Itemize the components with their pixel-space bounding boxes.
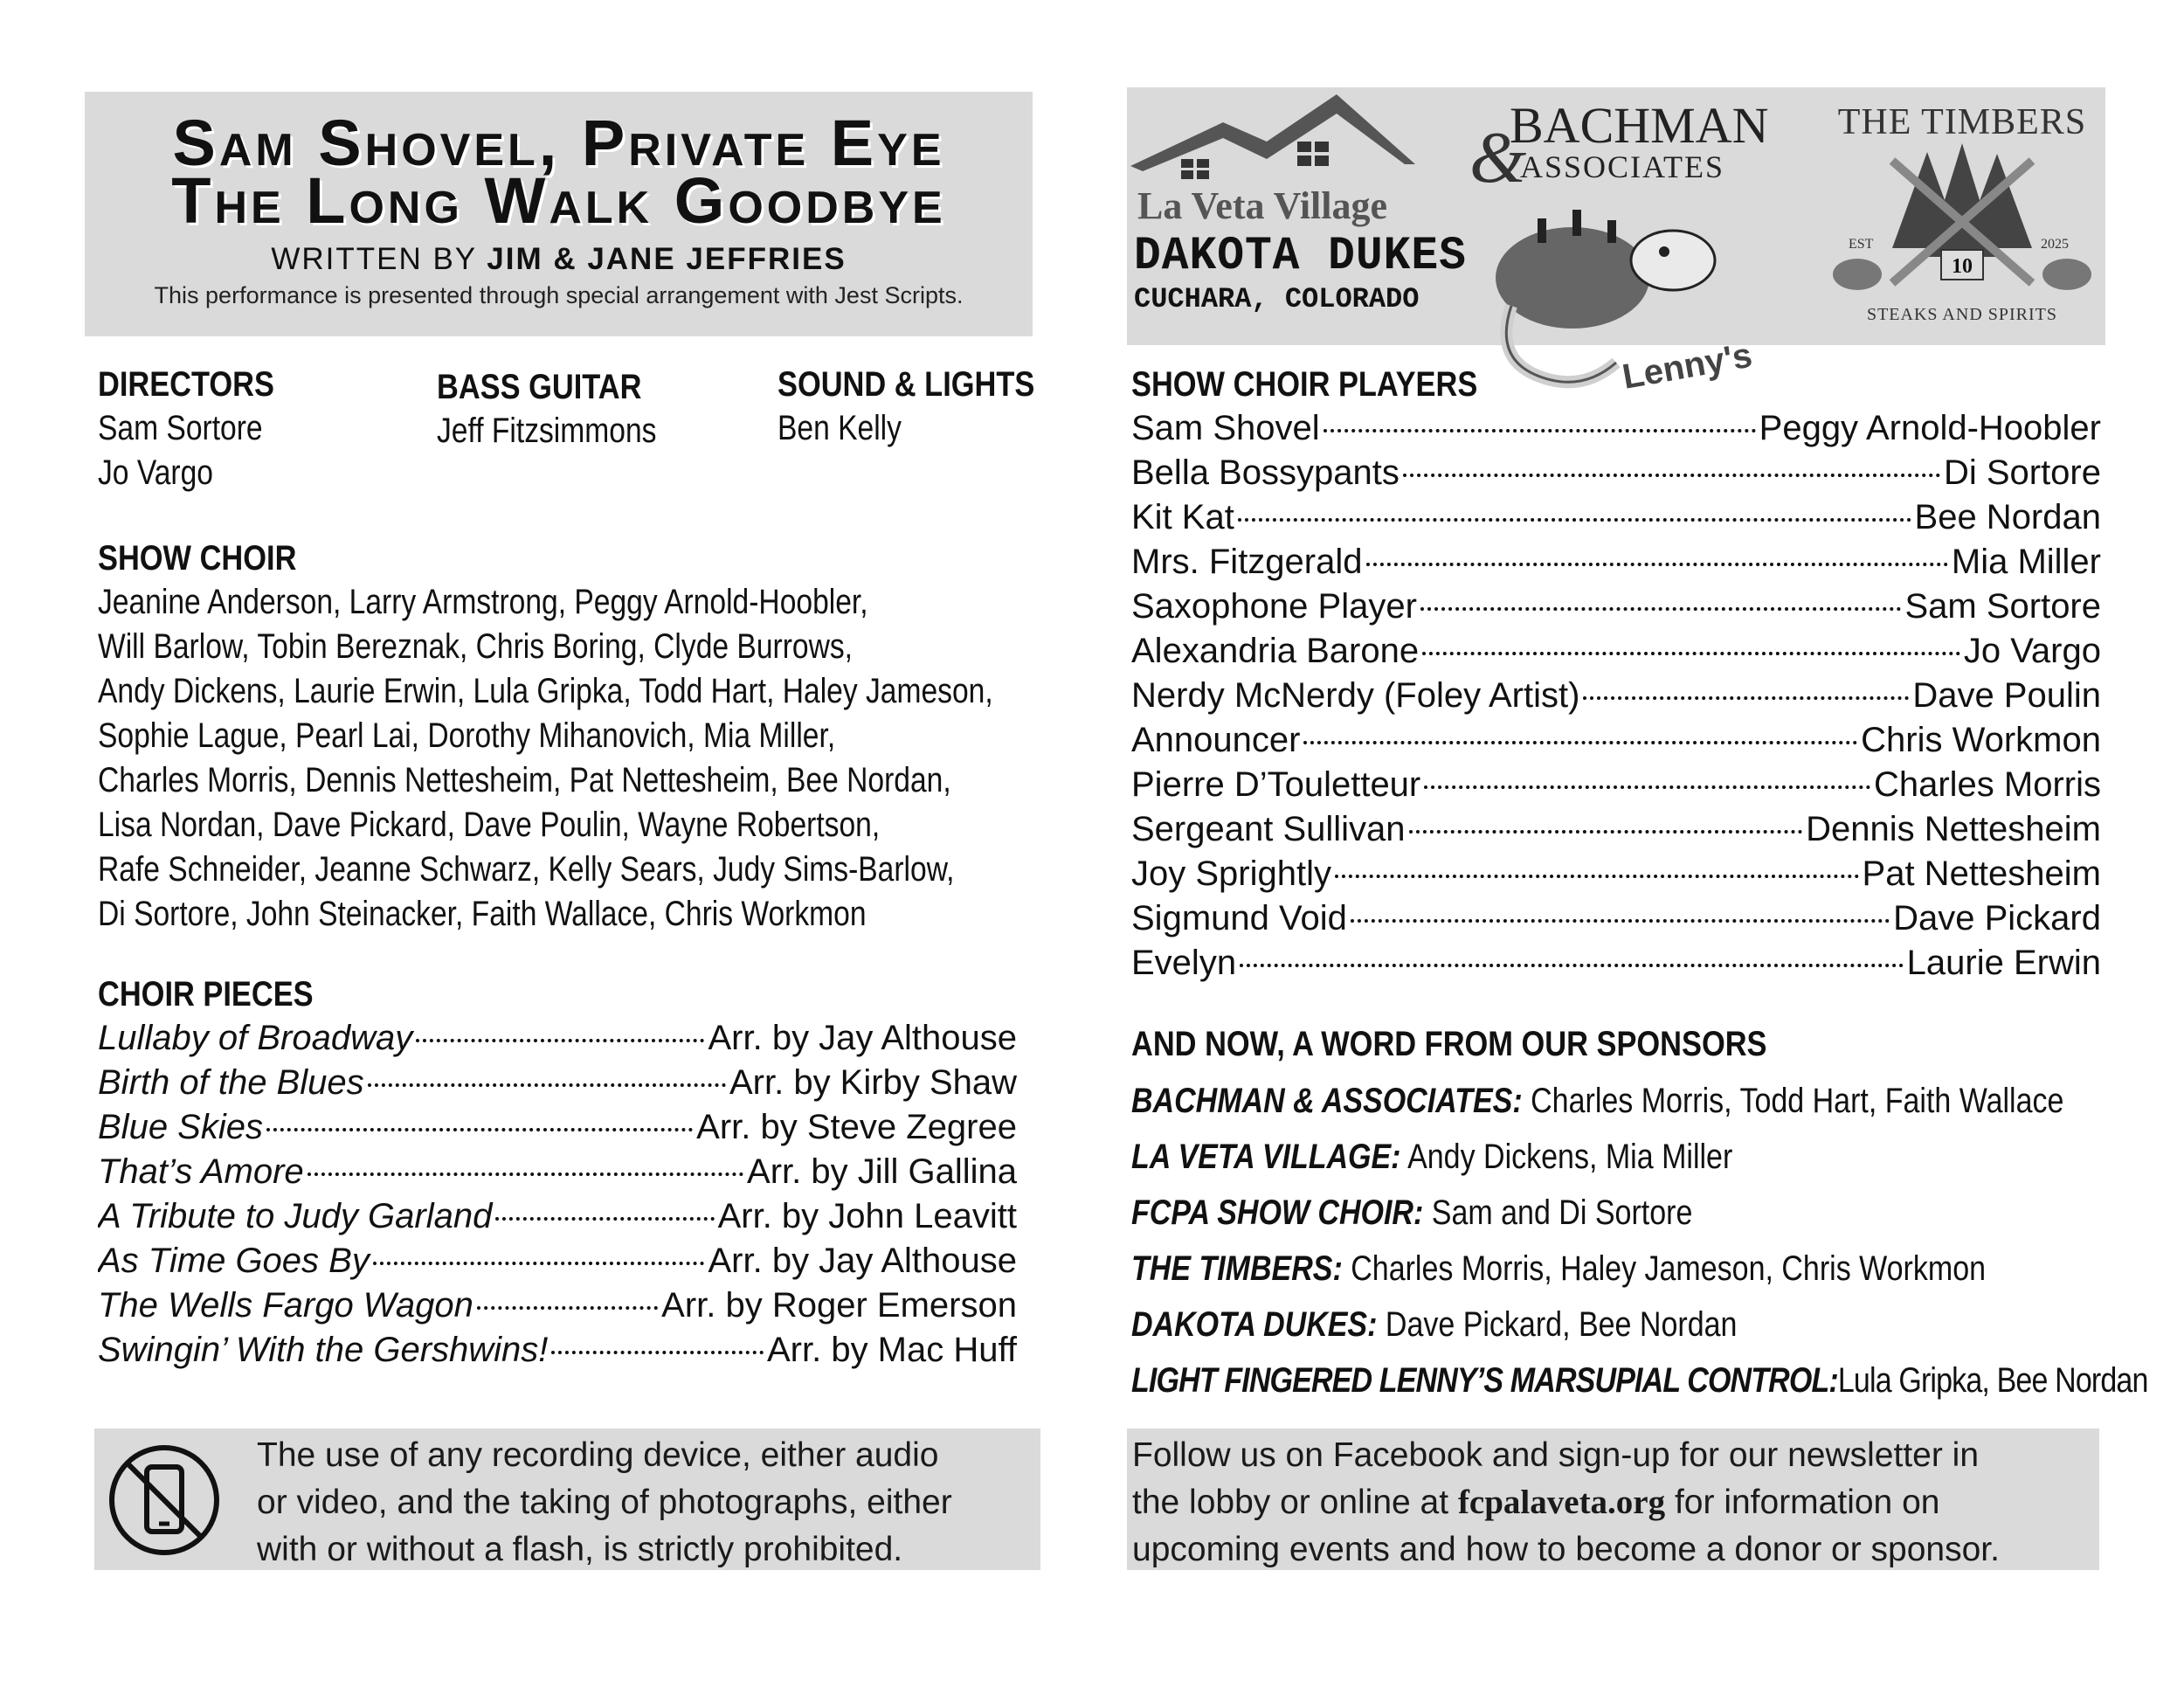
player-role: Announcer [1131, 721, 1301, 759]
follow-line-2-start: the lobby or online at [1132, 1484, 1449, 1521]
piece-row [98, 1105, 1017, 1150]
follow-notice [1127, 1429, 2099, 1570]
sponsor-line [1131, 1129, 2148, 1185]
piece-title: Blue Skies [98, 1108, 263, 1146]
bachman-text: BACHMAN [1510, 97, 1769, 154]
piece-row [98, 1239, 1017, 1283]
sponsor-cast: Charles Morris, Haley Jameson, Chris Workmon [1351, 1249, 1987, 1288]
piece-row [98, 1061, 1017, 1105]
player-actor: Jo Vargo [1963, 632, 2101, 670]
lennys-text: Lenny's [1619, 336, 1755, 397]
player-row [1131, 852, 2101, 896]
sponsor-line [1131, 1185, 2148, 1241]
player-row [1131, 406, 2101, 451]
player-row [1131, 451, 2101, 495]
notice-line: with or without a flash, is strictly prohibited. [257, 1531, 903, 1568]
dot-leader [1424, 785, 1870, 789]
piece-title: Birth of the Blues [98, 1063, 364, 1102]
dot-leader [551, 1351, 764, 1354]
ampersand-icon: & [1469, 117, 1527, 198]
piece-row [98, 1283, 1017, 1328]
dot-leader [1403, 474, 1940, 477]
piece-arranger: Arr. by Kirby Shaw [729, 1063, 1017, 1102]
piece-arranger: Arr. by Roger Emerson [661, 1286, 1017, 1325]
player-row [1131, 585, 2101, 629]
sponsor-line [1131, 1352, 2148, 1408]
arrangement-note: This performance is presented through special arrangement with Jest Scripts. [154, 282, 964, 308]
show-title-line-2: The Long Walk Goodbye [171, 164, 946, 237]
player-row [1131, 941, 2101, 986]
written-by [85, 242, 1033, 277]
piece-title: That’s Amore [98, 1152, 304, 1191]
dot-leader [416, 1039, 704, 1042]
dot-leader [495, 1217, 714, 1221]
player-actor: Peggy Arnold-Hoobler [1759, 409, 2101, 447]
player-row [1131, 896, 2101, 941]
bass-name: Jeff Fitzsimmons [437, 412, 657, 450]
piece-arranger: Arr. by Steve Zegree [696, 1108, 1017, 1146]
choir-names-line: Di Sortore, John Steinacker, Faith Wallace, Chris Workmon [98, 895, 867, 933]
written-by-prefix: WRITTEN BY [271, 242, 477, 276]
recording-notice-text [257, 1432, 952, 1574]
player-actor: Di Sortore [1943, 453, 2101, 492]
piece-arranger: Arr. by Mac Huff [766, 1331, 1017, 1369]
player-row [1131, 674, 2101, 718]
timbers-number: 10 [1952, 255, 1973, 278]
director-name: Sam Sortore [98, 409, 263, 447]
player-actor: Dave Poulin [1912, 676, 2101, 715]
dot-leader [1240, 964, 1904, 967]
player-actor: Laurie Erwin [1906, 944, 2101, 982]
player-role: Evelyn [1131, 944, 1237, 982]
sponsor-name: LA VETA VILLAGE: [1131, 1138, 1401, 1176]
choir-names-line: Charles Morris, Dennis Nettesheim, Pat Nettesheim, Bee Nordan, [98, 761, 951, 799]
la-veta-text: La Veta Village [1137, 184, 1388, 227]
dot-leader [1238, 518, 1911, 522]
player-actor: Chris Workmon [1861, 721, 2101, 759]
player-actor: Mia Miller [1951, 543, 2101, 581]
sound-name: Ben Kelly [778, 409, 902, 447]
player-row [1131, 495, 2101, 540]
player-role: Mrs. Fitzgerald [1131, 543, 1363, 581]
notice-line: or video, and the taking of photographs, either [257, 1484, 952, 1521]
sponsor-line [1131, 1073, 2148, 1129]
notice-line: The use of any recording device, either audio [257, 1436, 939, 1474]
choir-names-line: Will Barlow, Tobin Bereznak, Chris Boring, Clyde Burrows, [98, 627, 853, 666]
sponsor-name: DAKOTA DUKES: [1131, 1305, 1378, 1344]
directors-section [98, 363, 303, 495]
player-role: Joy Sprightly [1131, 854, 1331, 893]
player-actor: Pat Nettesheim [1862, 854, 2101, 893]
show-choir-section [98, 536, 1164, 937]
timbers-logo [1826, 96, 2098, 336]
player-role: Kit Kat [1131, 498, 1234, 536]
bachman-logo [1469, 97, 1769, 198]
follow-line-3: upcoming events and how to become a donor or sponsor. [1132, 1531, 2000, 1568]
dot-leader [1351, 919, 1890, 923]
choir-names-line: Andy Dickens, Laurie Erwin, Lula Gripka, Todd Hart, Haley Jameson, [98, 672, 993, 710]
sponsor-name: BACHMAN & ASSOCIATES: [1131, 1082, 1523, 1120]
sponsor-name: LIGHT FINGERED LENNY’S MARSUPIAL CONTROL: [1131, 1361, 1838, 1400]
recording-notice [94, 1429, 1040, 1570]
dot-leader [1366, 563, 1948, 566]
dot-leader [308, 1173, 743, 1176]
choir-names-line: Rafe Schneider, Jeanne Schwarz, Kelly Sears, Judy Sims-Barlow, [98, 850, 955, 889]
piece-title: Lullaby of Broadway [98, 1019, 413, 1057]
choir-names-line: Lisa Nordan, Dave Pickard, Dave Poulin, Wayne Robertson, [98, 806, 881, 844]
follow-line-2-end: for information on [1674, 1484, 1940, 1521]
player-row [1131, 718, 2101, 763]
dakota-dukes-sub: CUCHARA, COLORADO [1134, 283, 1420, 315]
website-link[interactable]: fcpalaveta.org [1457, 1484, 1666, 1521]
sponsor-line [1131, 1297, 2148, 1352]
dot-leader [1335, 875, 1859, 878]
sponsor-cast: Charles Morris, Todd Hart, Faith Wallace [1531, 1082, 2064, 1120]
dot-leader [1422, 652, 1960, 655]
player-actor: Charles Morris [1873, 765, 2101, 804]
player-actor: Dennis Nettesheim [1806, 810, 2101, 848]
choir-pieces-section [98, 972, 1017, 1373]
show-title-line-1: Sam Shovel, Private Eye [172, 107, 945, 179]
sponsor-cast: Lula Gripka, Bee Nordan [1837, 1361, 2148, 1400]
show-choir-heading: SHOW CHOIR [98, 539, 297, 578]
piece-title: The Wells Fargo Wagon [98, 1286, 473, 1325]
dot-leader [1303, 741, 1857, 744]
no-phone-icon [105, 1441, 224, 1560]
follow-line-2 [1132, 1479, 2099, 1526]
sponsor-cast: Andy Dickens, Mia Miller [1407, 1138, 1733, 1176]
director-name: Jo Vargo [98, 453, 213, 492]
player-role: Sergeant Sullivan [1131, 810, 1406, 848]
dot-leader [373, 1262, 705, 1265]
choir-pieces-heading: CHOIR PIECES [98, 975, 314, 1013]
dot-leader [368, 1083, 726, 1087]
player-row [1131, 763, 2101, 807]
timbers-year: 2025 [2041, 237, 2069, 252]
title-block [85, 92, 1033, 336]
sponsor-cast: Sam and Di Sortore [1431, 1193, 1693, 1232]
player-row [1131, 807, 2101, 852]
player-role: Bella Bossypants [1131, 453, 1400, 492]
players-section [1131, 363, 2101, 986]
player-actor: Sam Sortore [1904, 587, 2101, 626]
sound-section [778, 363, 1076, 451]
choir-names-line: Jeanine Anderson, Larry Armstrong, Peggy Arnold-Hoobler, [98, 583, 868, 621]
associates-text: ASSOCIATES [1520, 149, 1725, 184]
directors-heading: DIRECTORS [98, 365, 274, 404]
piece-arranger: Arr. by Jill Gallina [747, 1152, 1017, 1191]
timbers-text: THE TIMBERS [1837, 102, 2087, 142]
piece-row [98, 1194, 1017, 1239]
authors: JIM & JANE JEFFRIES [487, 242, 847, 276]
player-role: Saxophone Player [1131, 587, 1417, 626]
piece-row [98, 1016, 1017, 1061]
player-row [1131, 540, 2101, 585]
dakota-dukes-text: DAKOTA DUKES [1134, 230, 1467, 283]
piece-arranger: Arr. by John Leavitt [717, 1197, 1017, 1235]
choir-names-line: Sophie Lague, Pearl Lai, Dorothy Mihanovich, Mia Miller, [98, 716, 836, 755]
trees-axes-icon [1831, 143, 2093, 301]
piece-row [98, 1328, 1017, 1373]
dot-leader [1420, 607, 1902, 611]
dot-leader [1409, 830, 1803, 834]
dot-leader [266, 1128, 693, 1131]
player-role: Nerdy McNerdy (Foley Artist) [1131, 676, 1580, 715]
bass-section [437, 365, 698, 453]
piece-arranger: Arr. by Jay Althouse [708, 1242, 1017, 1280]
sponsor-name: FCPA SHOW CHOIR: [1131, 1193, 1424, 1232]
player-row [1131, 629, 2101, 674]
piece-title: Swingin’ With the Gershwins! [98, 1331, 549, 1369]
bass-heading: BASS GUITAR [437, 368, 642, 406]
timbers-sub: STEAKS AND SPIRITS [1866, 305, 2058, 324]
player-actor: Bee Nordan [1914, 498, 2101, 536]
piece-title: A Tribute to Judy Garland [98, 1197, 493, 1235]
player-role: Alexandria Barone [1131, 632, 1420, 670]
timbers-est: EST [1849, 237, 1874, 252]
piece-arranger: Arr. by Jay Althouse [708, 1019, 1017, 1057]
sponsor-cast: Dave Pickard, Bee Nordan [1385, 1305, 1738, 1344]
sponsor-name: THE TIMBERS: [1131, 1249, 1343, 1288]
piece-row [98, 1150, 1017, 1194]
sound-heading: SOUND & LIGHTS [778, 365, 1035, 404]
dot-leader [1324, 429, 1756, 432]
players-list [1131, 406, 2101, 986]
player-role: Pierre D’Touletteur [1131, 765, 1421, 804]
dot-leader [477, 1306, 658, 1310]
player-actor: Dave Pickard [1893, 899, 2101, 937]
sponsors-heading: AND NOW, A WORD FROM OUR SPONSORS [1131, 1025, 1767, 1063]
piece-title: As Time Goes By [98, 1242, 370, 1280]
player-role: Sam Shovel [1131, 409, 1320, 447]
dakota-dukes-logo [1134, 232, 1484, 317]
players-heading: SHOW CHOIR PLAYERS [1131, 365, 1478, 404]
choir-pieces-list [98, 1016, 1017, 1373]
sponsor-line [1131, 1241, 2148, 1297]
player-role: Sigmund Void [1131, 899, 1347, 937]
sponsors-section [1131, 1022, 2184, 1408]
dot-leader [1583, 696, 1909, 700]
follow-line-1: Follow us on Facebook and sign-up for our newsletter in [1132, 1436, 1980, 1474]
